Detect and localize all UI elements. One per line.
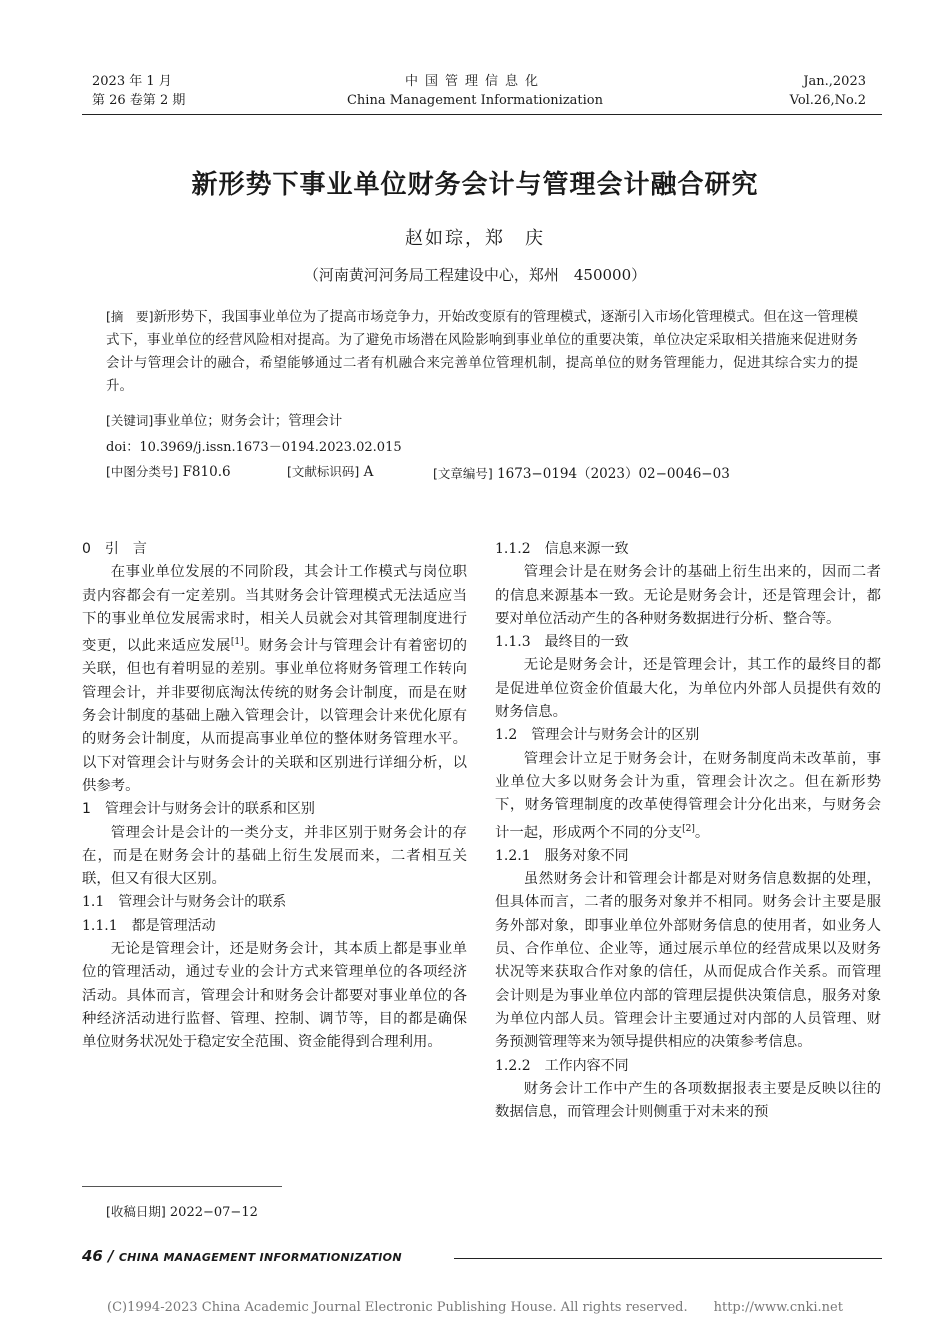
copyright-notice: (C)1994-2023 China Academic Journal Electronic Publishing House. All rights reserved. http://www.cnki.net [107, 1300, 843, 1315]
keywords [106, 409, 342, 429]
section-heading-0: 0 引 言 [82, 541, 147, 557]
article-label: [文章编号] [433, 466, 493, 481]
doc-label: [文献标识码] [287, 464, 360, 479]
doi-label: doi： [106, 440, 140, 455]
section-heading-1-1-3: 1.1.3 最终目的一致 [495, 634, 629, 651]
paper-affiliation: （河南黄河河务局工程建设中心，郑州 450000） [303, 266, 647, 284]
citation-1[interactable]: [1] [230, 637, 244, 648]
paragraph-1-2-1: 虽然财务会计和管理会计都是对财务信息数据的处理，但具体而言，二者的服务对象并不相同。财务会计主要是服务外部对象，即事业单位外部财务信息的使用者，如业务人员、合作单位、企业等，通过展示单位的经营成果以及财务状况等来获取合作对象的信任，从而促成合作关系。而管理会计则是为事业单位内部的管理层提供决策信息，服务对象为单位内部人员。管理会计主要通过对内部的人员管理、财务预测管理等来为领导提供相应的决策参考信息。 [495, 871, 881, 1051]
paragraph-intro: 在事业单位发展的不同阶段，其会计工作模式与岗位职责内容都会有一定差别。当其财务会计管理模式无法适应当下的事业单位发展需求时，相关人员就会对其管理制度进行变更，以此来适应发展[1]。财务会计与管理会计有着密切的关联，但也有着明显的差别。事业单位将财务管理工作转向管理会计，并非要彻底淘汰传统的财务会计制度，而是在财务会计制度的基础上融入管理会计，以管理会计来优化原有的财务会计制度，从而提高事业单位的整体财务管理水平。以下对管理会计与财务会计的关联和区别进行详细分析，以供参考。 [82, 564, 467, 794]
doi [106, 436, 402, 455]
section-heading-1-1-2: 1.1.2 信息来源一致 [495, 541, 629, 557]
body-left-column [82, 538, 467, 1055]
abstract-text: 新形势下，我国事业单位为了提高市场竞争力，开始改变原有的管理模式，逐渐引入市场化管理模式。但在这一管理模式下，事业单位的经营风险相对提高。为了避免市场潜在风险影响到事业单位的重要决策，单位决定采取相关措施来促进财务会计与管理会计的融合，希望能够通过二者有机融合来完善单位管理机制，提高单位的财务管理能力，促进其综合实力的提升。 [106, 309, 858, 394]
page-footer [82, 1246, 882, 1266]
paper-authors: 赵如琮，郑 庆 [405, 228, 545, 249]
keywords-label: [关键词] [106, 413, 154, 428]
keywords-text: 事业单位；财务会计；管理会计 [153, 413, 343, 429]
body-right-column [495, 538, 881, 1124]
header-volume-en: Vol.26,No.2 [789, 93, 866, 108]
footnote-value: 2022−07−12 [169, 1205, 258, 1220]
header-journal-en: China Management Informationization [346, 93, 604, 108]
header-divider [82, 114, 882, 115]
classification-clc [106, 462, 231, 480]
abstract [106, 305, 858, 398]
section-heading-1-2: 1.2 管理会计与财务会计的区别 [495, 727, 700, 744]
footnote-divider [82, 1186, 282, 1187]
page-number: 46 [82, 1247, 103, 1265]
clc-value: F810.6 [182, 464, 231, 480]
header-right [790, 72, 866, 110]
header-date-en: Jan.,2023 [803, 74, 866, 89]
clc-label: [中图分类号] [106, 464, 179, 479]
paragraph-1-1-2: 管理会计是在财务会计的基础上衍生出来的，因而二者的信息来源基本一致。无论是财务会计，还是管理会计，都要对单位活动产生的各种财务数据进行分析、整合等。 [495, 564, 881, 627]
abstract-label: [摘 要] [106, 309, 154, 324]
classification-article [433, 462, 730, 482]
paper-title: 新形势下事业单位财务会计与管理会计融合研究 [191, 170, 759, 200]
citation-2[interactable]: [2] [682, 823, 695, 834]
paragraph-1-1-1: 无论是管理会计，还是财务会计，其本质上都是事业单位的管理活动，通过专业的会计方式来管理单位的各项经济活动。具体而言，管理会计和财务会计都要对事业单位的各种经济活动进行监督、管理、控制、调节等，目的都是确保单位财务状况处于稳定安全范围、资金能得到合理利用。 [82, 941, 467, 1051]
doi-text: 10.3969/j.issn.1673－0194.2023.02.015 [139, 440, 402, 455]
classification-doc [287, 462, 373, 480]
footer-divider [454, 1258, 882, 1259]
paragraph-1-2-2: 财务会计工作中产生的各项数据报表主要是反映以往的数据信息，而管理会计则侧重于对未来的预 [495, 1080, 881, 1121]
header-volume: 第 26 卷第 2 期 [92, 93, 186, 108]
footnote-received-date [106, 1202, 258, 1220]
section-heading-1: 1 管理会计与财务会计的联系和区别 [82, 801, 315, 818]
header-journal-cn: 中国管理信息化 [404, 74, 545, 89]
paragraph-1-2: 管理会计立足于财务会计，在财务制度尚未改革前，事业单位大多以财务会计为重，管理会计次之。但在新形势下，财务管理制度的改革使得管理会计分化出来，与财务会计一起，形成两个不同的分支[2]。 [495, 750, 881, 841]
section-heading-1-2-2: 1.2.2 工作内容不同 [495, 1057, 629, 1074]
footnote-label: [收稿日期] [106, 1204, 166, 1219]
article-value: 1673−0194（2023）02−0046−03 [497, 466, 730, 482]
header-date: 2023 年 1 月 [92, 74, 172, 89]
section-heading-1-2-1: 1.2.1 服务对象不同 [495, 847, 629, 864]
footer-journal-name: CHINA MANAGEMENT INFORMATIONIZATION [118, 1251, 402, 1264]
section-heading-1-1-1: 1.1.1 都是管理活动 [82, 917, 216, 934]
paragraph-1-1-3: 无论是财务会计，还是管理会计，其工作的最终目的都是促进单位资金价值最大化，为单位内外部人员提供有效的财务信息。 [495, 657, 881, 721]
doc-value: A [363, 464, 374, 480]
section-heading-1-1: 1.1 管理会计与财务会计的联系 [82, 894, 287, 911]
page-number-slash: / [102, 1247, 119, 1265]
paragraph-1: 管理会计是会计的一类分支，并非区别于财务会计的存在，而是在财务会计的基础上衍生发展而来，二者相互关联，但又有很大区别。 [82, 824, 467, 888]
